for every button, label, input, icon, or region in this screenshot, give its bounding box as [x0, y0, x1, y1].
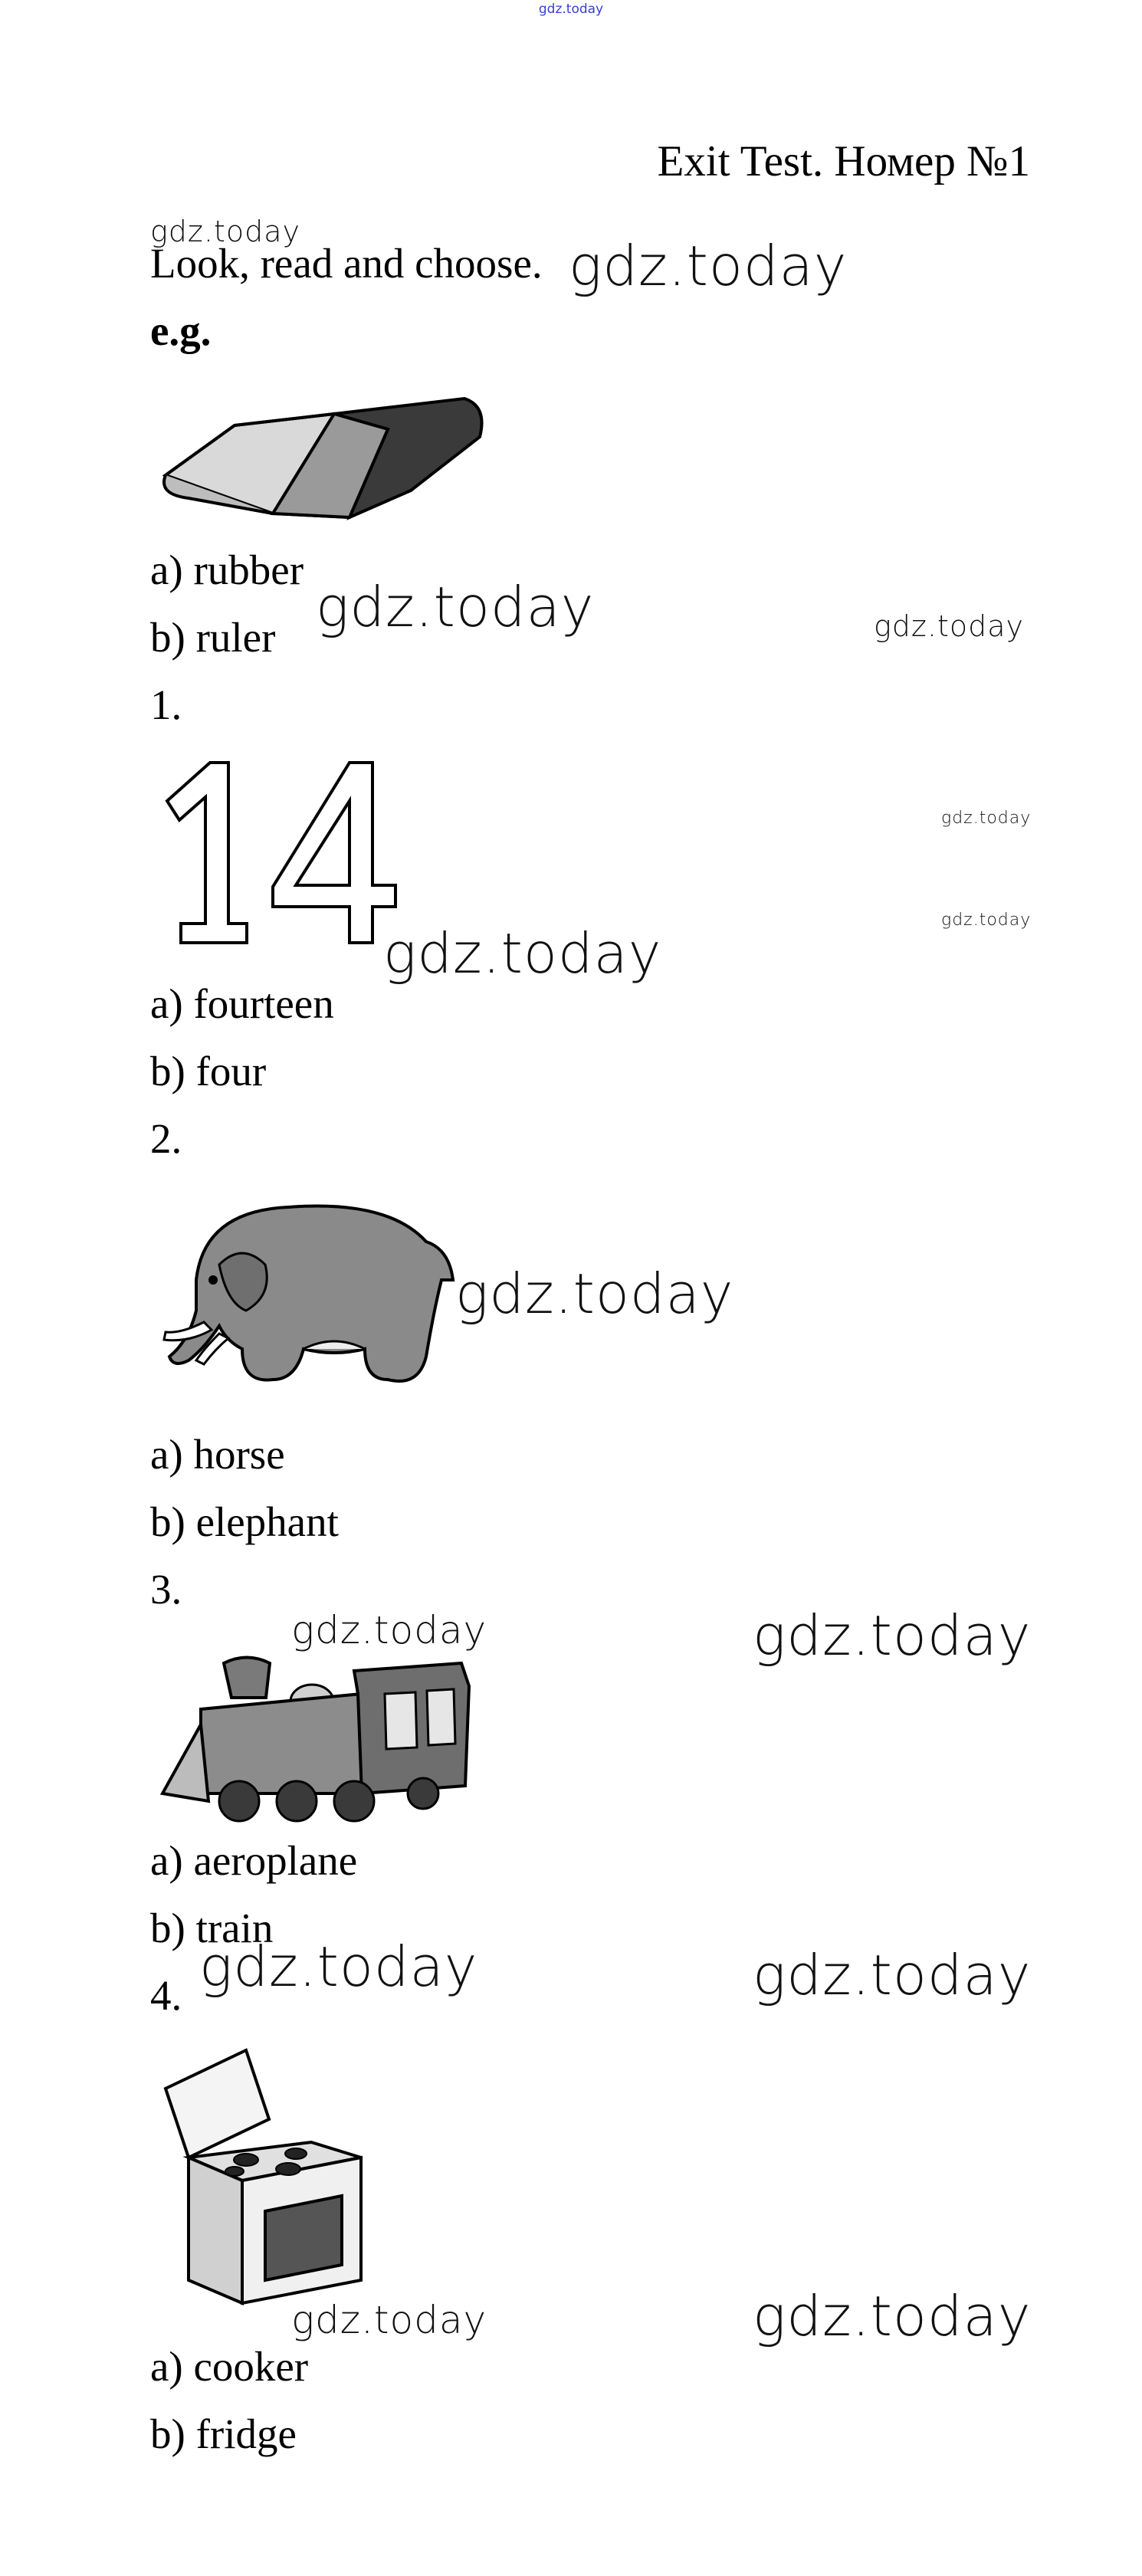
watermark: gdz.today [150, 215, 300, 248]
number-14-icon [158, 755, 418, 954]
option-b: b) train [150, 1905, 274, 1951]
watermark: gdz.today [753, 1603, 1032, 1668]
option-b: b) elephant [150, 1498, 339, 1545]
watermark: gdz.today [941, 809, 1032, 828]
watermark: gdz.today [199, 1934, 478, 1999]
option-b: b) fridge [150, 2410, 297, 2457]
watermark: gdz.today [941, 911, 1032, 930]
option-a: a) rubber [150, 546, 304, 593]
site-link[interactable]: gdz.today [538, 2, 604, 17]
option-b: b) ruler [150, 614, 276, 661]
instruction: Look, read and choose. [150, 240, 543, 287]
question-number: 4. [150, 1972, 182, 2019]
watermark: gdz.today [753, 2284, 1032, 2348]
question-number: 3. [150, 1566, 182, 1613]
option-a: a) cooker [150, 2343, 309, 2390]
watermark: gdz.today [569, 234, 848, 298]
option-a: a) fourteen [150, 980, 334, 1027]
cooker-icon [158, 2043, 372, 2318]
page-title: Exit Test. Номер №1 [657, 137, 1030, 185]
watermark: gdz.today [455, 1262, 734, 1326]
toy-train-icon [155, 1640, 477, 1832]
option-b: b) four [150, 1048, 267, 1094]
watermark: gdz.today [291, 1608, 487, 1652]
toy-elephant-icon [158, 1196, 472, 1403]
watermark: gdz.today [874, 609, 1024, 643]
watermark: gdz.today [383, 921, 662, 986]
rubber-eraser-icon [158, 383, 495, 521]
watermark: gdz.today [291, 2298, 487, 2342]
question-number: 1. [150, 681, 182, 728]
example-label: e.g. [150, 307, 212, 354]
question-number: 2. [150, 1115, 182, 1162]
option-a: a) horse [150, 1431, 285, 1478]
watermark: gdz.today [753, 1943, 1032, 2007]
watermark: gdz.today [316, 575, 595, 639]
option-a: a) aeroplane [150, 1837, 358, 1884]
